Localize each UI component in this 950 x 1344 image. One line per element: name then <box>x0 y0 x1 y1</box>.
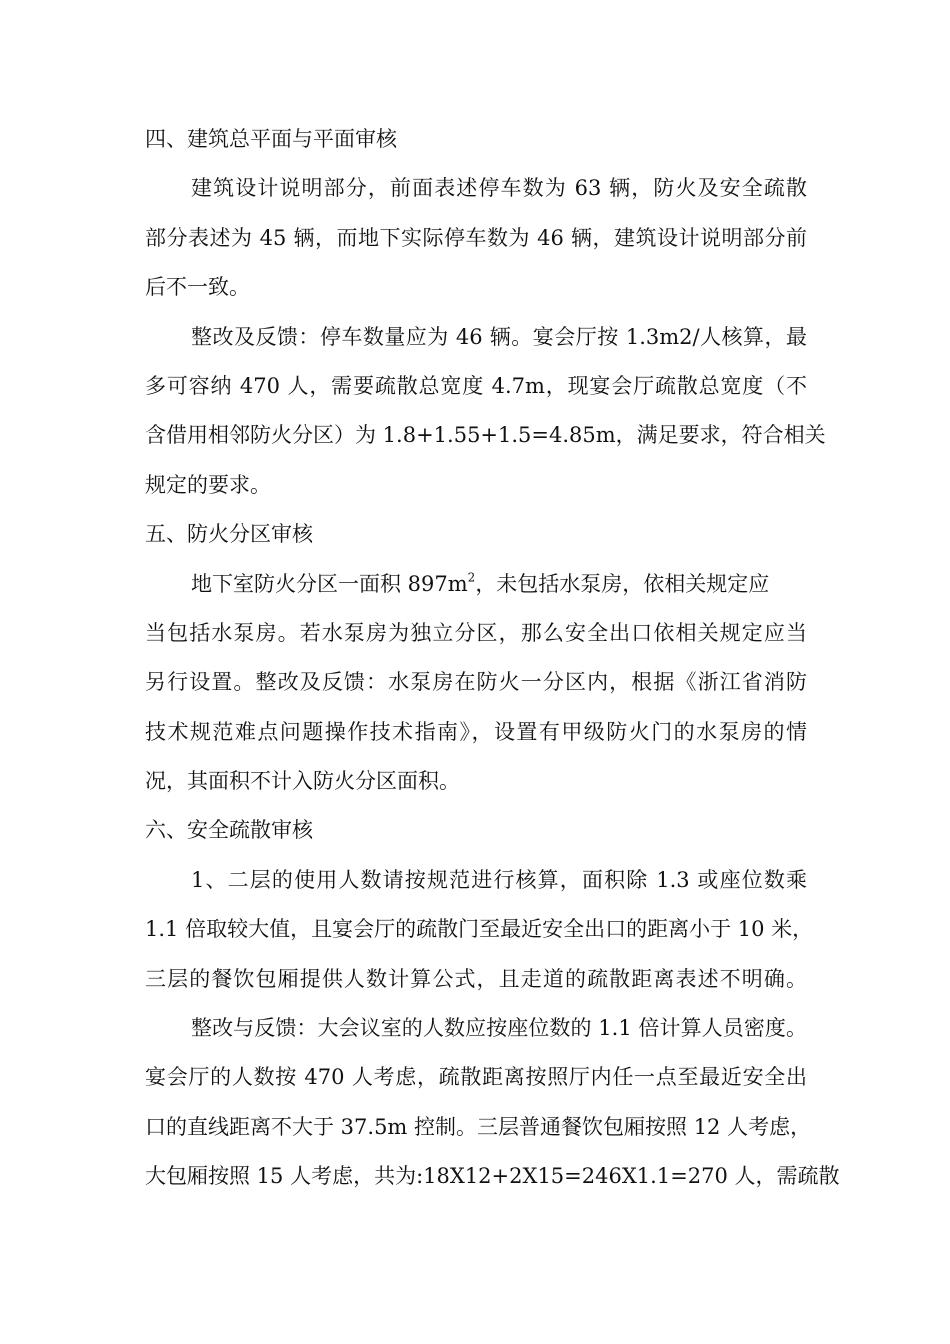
text-line: 1、二层的使用人数请按规范进行核算，面积除 1.3 或座位数乘 <box>191 867 807 892</box>
paragraph-evacuation-feedback <box>145 1004 840 1202</box>
text-line <box>145 560 807 609</box>
text-line: 三层的餐饮包厢提供人数计算公式，且走道的疏散距离表述不明确。 <box>145 966 807 991</box>
text-line: 含借用相邻防火分区）为 1.8+1.55+1.5=4.85m，满足要求，符合相关 <box>145 423 826 448</box>
text-line: 后不一致。 <box>145 275 250 300</box>
document-body <box>145 115 840 1202</box>
text-line: 部分表述为 45 辆，而地下实际停车数为 46 辆，建筑设计说明部分前 <box>145 225 807 250</box>
text-line: 宴会厅的人数按 470 人考虑，疏散距离按照厅内任一点至最近安全出 <box>145 1065 807 1090</box>
text-line: 1.1 倍取较大值，且宴会厅的疏散门至最近安全出口的距离小于 10 米， <box>145 917 814 942</box>
text-line: 多可容纳 470 人，需要疏散总宽度 4.7m，现宴会厅疏散总宽度（不 <box>145 373 807 398</box>
section-heading-6: 六、安全疏散审核 <box>145 818 313 843</box>
text-segment: ，未包括水泵房，依相关规定应 <box>475 571 770 596</box>
section-heading-4: 四、建筑总平面与平面审核 <box>145 127 397 151</box>
text-segment: 地下室防火分区一面积 897m <box>191 571 468 596</box>
text-line: 规定的要求。 <box>145 472 271 497</box>
text-line: 技术规范难点问题操作技术指南》，设置有甲级防火门的水泵房的情 <box>145 719 807 744</box>
text-line: 口的直线距离不大于 37.5m 控制。三层普通餐饮包厢按照 12 人考虑， <box>145 1114 812 1139</box>
text-line: 整改与反馈：大会议室的人数应按座位数的 1.1 倍计算人员密度。 <box>191 1016 807 1041</box>
paragraph-evacuation-item-1 <box>145 856 814 1004</box>
text-line: 建筑设计说明部分，前面表述停车数为 63 辆，防火及安全疏散 <box>191 176 807 201</box>
section-heading-5: 五、防火分区审核 <box>145 522 313 547</box>
text-line: 另行设置。整改及反馈：水泵房在防火一分区内，根据《浙江省消防 <box>145 670 807 695</box>
superscript: 2 <box>467 569 476 584</box>
text-line: 大包厢按照 15 人考虑，共为:18X12+2X15=246X1.1=270 人，需疏散 <box>145 1164 840 1189</box>
paragraph-banquet-feedback <box>145 313 826 511</box>
text-line: 当包括水泵房。若水泵房为独立分区，那么安全出口依相关规定应当 <box>145 620 807 645</box>
paragraph-parking <box>145 164 807 312</box>
text-line: 整改及反馈：停车数量应为 46 辆。宴会厅按 1.3m2/人核算，最 <box>191 324 807 349</box>
text-line: 况，其面积不计入防火分区面积。 <box>145 769 460 794</box>
paragraph-fire-compartment <box>145 560 807 807</box>
